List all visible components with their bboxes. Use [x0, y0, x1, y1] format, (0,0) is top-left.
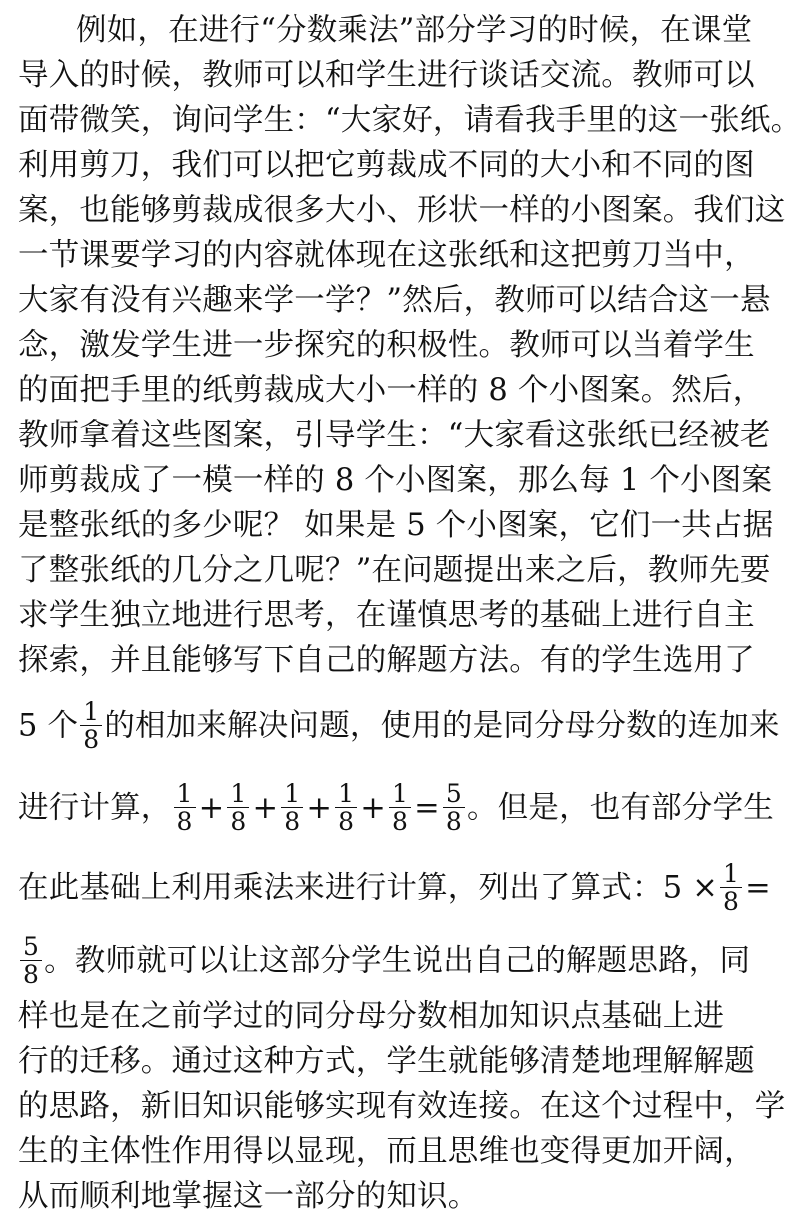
fraction-denominator: 8	[284, 807, 301, 836]
text-line: 的面把手里的纸剪裁成大小一样的 8 个小图案。然后，	[18, 373, 764, 408]
text-line: 从而顺利地掌握这一部分的知识。	[18, 1179, 479, 1214]
text-line: 的思路，新旧知识能够实现有效连接。在这个过程中，学	[18, 1089, 786, 1124]
fraction-denominator: 8	[445, 807, 462, 836]
fraction	[20, 933, 42, 988]
text-line: 探索，并且能够写下自己的解题方法。有的学生选用了	[18, 643, 755, 678]
text-line: 师剪裁成了一模一样的 8 个小图案，那么每 1 个小图案	[18, 463, 773, 498]
text-line: 了整张纸的几分之几呢？”在问题提出来之后，教师先要	[18, 553, 771, 588]
plus-sign: +	[198, 790, 225, 826]
plus-sign: +	[252, 790, 279, 826]
fraction-numerator: 1	[174, 780, 196, 808]
fraction-denominator: 8	[23, 960, 40, 989]
text-line: 念，激发学生进一步探究的积极性。教师可以当着学生	[18, 328, 755, 363]
fraction-numerator: 1	[80, 698, 102, 726]
text-line: 生的主体性作用得以显现，而且思维也变得更加开阔，	[18, 1134, 755, 1169]
fraction-numerator: 5	[20, 933, 42, 961]
fraction	[389, 780, 411, 835]
math-text: 。教师就可以让这部分学生说出自己的解题思路，同	[44, 943, 751, 979]
fraction-numerator: 1	[335, 780, 357, 808]
fraction-numerator: 1	[281, 780, 303, 808]
fraction-denominator: 8	[392, 807, 409, 836]
text-line: 利用剪刀，我们可以把它剪裁成不同的大小和不同的图	[18, 148, 755, 183]
fraction-numerator: 5	[443, 780, 465, 808]
fraction-numerator: 1	[389, 780, 411, 808]
fraction-numerator: 1	[720, 860, 742, 888]
plus-sign: +	[360, 790, 386, 826]
plus-sign: +	[306, 790, 333, 826]
text-line: 求学生独立地进行思考，在谨慎思考的基础上进行自主	[18, 598, 755, 633]
fraction	[80, 698, 102, 753]
text-line: 教师拿着这些图案，引导学生：“大家看这张纸已经被老	[18, 418, 771, 453]
text-line: 样也是在之前学过的同分母分数相加知识点基础上进	[18, 999, 725, 1034]
fraction	[720, 860, 742, 915]
fraction-denominator: 8	[176, 807, 193, 836]
text-line: 是整张纸的多少呢？ 如果是 5 个小图案，它们一共占据	[18, 508, 774, 543]
fraction	[335, 780, 357, 835]
math-text: 5 个	[18, 708, 79, 744]
math-text: 的相加来解决问题，使用的是同分母分数的连加来	[104, 708, 780, 744]
text-line: 大家有没有兴趣来学一学？”然后，教师可以结合这一悬	[18, 283, 771, 318]
math-line	[18, 859, 772, 916]
text-line: 行的迁移。通过这种方式，学生就能够清楚地理解解题	[18, 1044, 755, 1079]
math-text: 。但是，也有部分学生	[466, 790, 774, 826]
fraction	[443, 780, 465, 835]
text-line: 面带微笑，询问学生：“大家好，请看我手里的这一张纸。	[18, 103, 801, 138]
math-text: 进行计算，	[18, 790, 172, 826]
fraction-denominator: 8	[722, 887, 740, 916]
fraction	[281, 780, 303, 835]
math-line	[18, 932, 751, 989]
text-line: 案，也能够剪裁成很多大小、形状一样的小图案。我们这	[18, 193, 786, 228]
fraction	[174, 780, 196, 835]
equals-sign: =	[745, 870, 771, 906]
fraction-denominator: 8	[230, 807, 247, 836]
math-line	[18, 697, 780, 754]
equals-sign: =	[414, 790, 440, 826]
text-line: 例如，在进行“分数乘法”部分学习的时候，在课堂	[76, 13, 753, 48]
fraction-denominator: 8	[83, 725, 100, 754]
fraction-denominator: 8	[338, 807, 355, 836]
text-line: 一节课要学习的内容就体现在这张纸和这把剪刀当中，	[18, 238, 755, 273]
text-line: 导入的时候，教师可以和学生进行谈话交流。教师可以	[18, 58, 755, 93]
fraction-numerator: 1	[227, 780, 249, 808]
math-line	[18, 779, 774, 836]
math-text: 在此基础上利用乘法来进行计算，列出了算式：5 ×	[18, 870, 718, 906]
fraction	[227, 780, 249, 835]
